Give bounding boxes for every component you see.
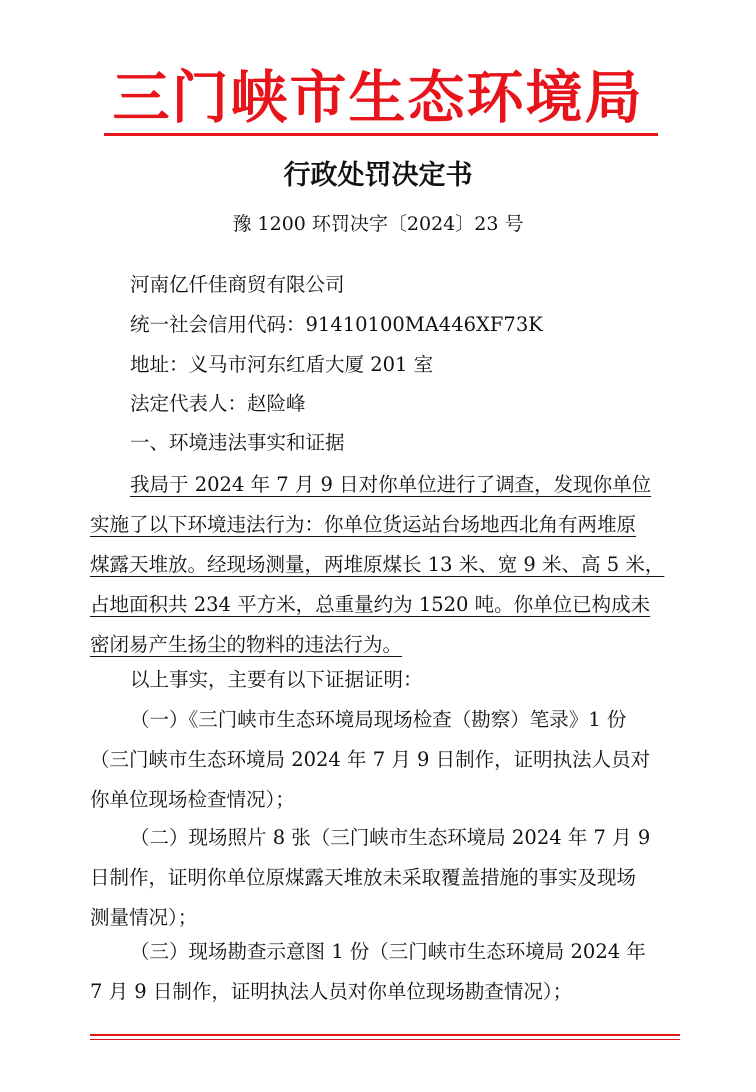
red-divider-bottom bbox=[90, 1034, 680, 1036]
evidence-item bbox=[90, 700, 680, 820]
facts-line: 煤露天堆放。经现场测量，两堆原煤长 13 米、宽 9 米、高 5 米， bbox=[90, 553, 665, 576]
agency-title: 三门峡市生态环境局 bbox=[112, 64, 644, 131]
facts-line: 实施了以下环境违法行为：你单位货运站台场地西北角有两堆原 bbox=[90, 513, 637, 536]
evidence-line: （三）现场勘查示意图 1 份（三门峡市生态环境局 2024 年 bbox=[130, 940, 646, 963]
document-title: 行政处罚决定书 bbox=[283, 160, 473, 191]
violation-facts bbox=[90, 465, 680, 665]
legal-representative: 法定代表人：赵险峰 bbox=[130, 392, 306, 415]
facts-line: 占地面积共 234 平方米，总重量约为 1520 吨。你单位已构成未 bbox=[90, 593, 651, 616]
evidence-line: 你单位现场检查情况）； bbox=[90, 788, 295, 811]
evidence-line: （二）现场照片 8 张（三门峡市生态环境局 2024 年 7 月 9 bbox=[130, 826, 651, 849]
document-number: 豫 1200 环罚决字〔2024〕23 号 bbox=[232, 213, 524, 235]
party-name: 河南亿仟佳商贸有限公司 bbox=[130, 273, 345, 296]
evidence-item bbox=[90, 818, 680, 938]
section-heading: 一、环境违法事实和证据 bbox=[130, 431, 345, 454]
evidence-line: 日制作，证明你单位原煤露天堆放未采取覆盖措施的事实及现场 bbox=[90, 866, 637, 889]
evidence-line: （一）《三门峡市生态环境局现场检查（勘察）笔录》1 份 bbox=[130, 708, 627, 731]
evidence-intro: 以上事实，主要有以下证据证明： bbox=[130, 668, 423, 691]
evidence-line: 7 月 9 日制作，证明执法人员对你单位现场勘查情况）； bbox=[90, 980, 573, 1003]
red-divider-bottom-thin bbox=[90, 1039, 680, 1040]
facts-line: 密闭易产生扬尘的物料的违法行为。 bbox=[90, 633, 403, 656]
party-address: 地址：义马市河东红盾大厦 201 室 bbox=[130, 353, 434, 376]
evidence-item bbox=[90, 932, 680, 1012]
facts-line: 我局于 2024 年 7 月 9 日对你单位进行了调查，发现你单位 bbox=[130, 473, 652, 496]
credit-code: 统一社会信用代码：91410100MA446XF73K bbox=[130, 313, 543, 336]
red-divider-top bbox=[104, 133, 658, 136]
evidence-line: 测量情况）； bbox=[90, 906, 198, 929]
evidence-line: （三门峡市生态环境局 2024 年 7 月 9 日制作，证明执法人员对 bbox=[90, 748, 651, 771]
